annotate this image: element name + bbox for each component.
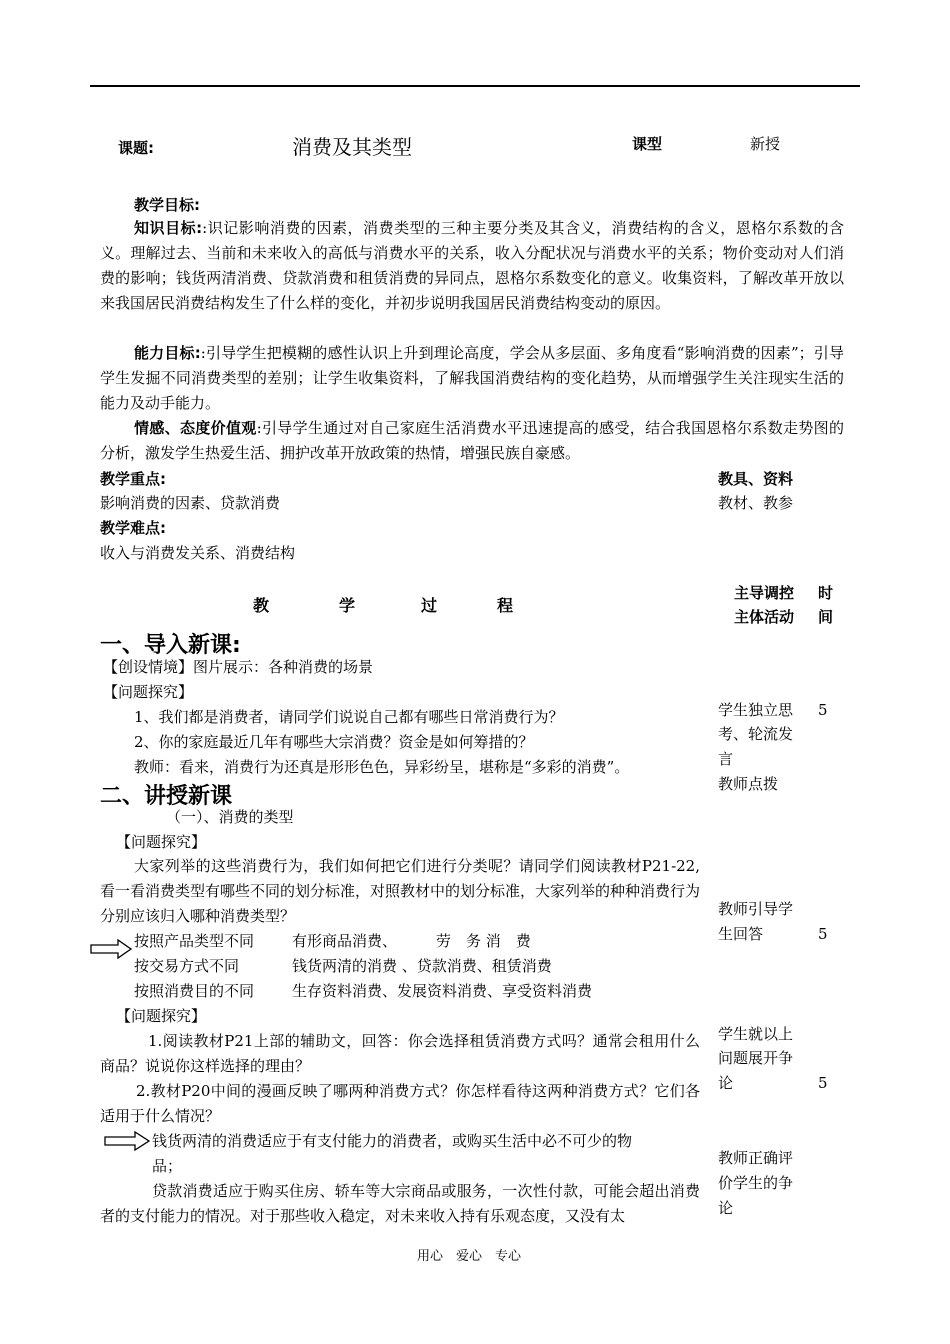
arrow-icon	[90, 939, 132, 959]
side-activity-a3: 言	[718, 750, 734, 768]
difficult-points-text: 收入与消费发关系、消费结构	[100, 544, 296, 562]
process-char-2: 学	[339, 596, 356, 615]
side-activity-c2: 问题展开争	[718, 1049, 794, 1067]
answer-1-line1: 钱货两清的消费适应于有支付能力的消费者，或购买生活中必不可少的物	[152, 1132, 633, 1150]
side-activity-b2: 生回答	[718, 925, 764, 943]
answer-1-line2: 品；	[152, 1157, 183, 1175]
classification-2-label: 按交易方式不同	[134, 957, 240, 975]
classification-3-value: 生存资料消费、发展资料消费、享受资料消费	[292, 982, 593, 1000]
question-3: 1.阅读教材P21上部的辅助文，回答：你会选择租赁消费方式吗？通常会租用什么商品？说说你这样选择的理由？	[100, 1032, 700, 1075]
question-1: 1、我们都是消费者，请同学们说说自己都有哪些日常消费行为？	[134, 708, 564, 726]
time-value-1: 5	[818, 701, 828, 719]
process-char-1: 教	[253, 596, 270, 615]
objectives-heading: 教学目标:	[134, 196, 200, 214]
classification-paragraph: 大家列举的这些消费行为，我们如何把它们进行分类呢？请同学们阅读教材P21-22,看一看消费类型有哪些不同的划分标准，对照教材中的划分标准，大家列举的种种消费行为分别应该归入哪种消费类型？	[100, 857, 701, 925]
section2-heading: 二、讲授新课	[100, 784, 233, 809]
subject-label: 课题:	[118, 139, 154, 157]
time-value-2: 5	[818, 925, 828, 943]
scene-text: 【创设情境】图片展示：各种消费的场景	[103, 658, 374, 676]
side-activity-d1: 教师正确评	[718, 1149, 794, 1167]
inquiry-label-3: 【问题探究】	[116, 1007, 207, 1025]
knowledge-text: :识记影响消费的因素，消费类型的三种主要分类及其含义，消费结构的含义，恩格尔系数的含义。理解过去、当前和未来收入的高低与消费水平的关系，收入分配状况与消费水平的关系；物价变动对人们消费的影响；钱货两清消费、贷款消费和租赁消费的异同点，恩格尔系数变化的意义。收集资料，了解改革开放以来我国居民消费结构发生了什么样的变化，并初步说明我国居民消费结构变动的原因。	[100, 219, 845, 312]
process-char-3: 过	[421, 596, 438, 615]
question-4: 2.教材P20中间的漫画反映了哪两种消费方式？你怎样看待这两种消费方式？它们各适用于什么情况？	[100, 1082, 700, 1125]
classification-1-value: 有形商品消费、	[292, 932, 398, 950]
difficult-points-label: 教学难点:	[100, 519, 166, 537]
time-column-line1: 时	[818, 584, 834, 602]
time-column-line2: 间	[818, 608, 834, 626]
classification-1-label: 按照产品类型不同	[134, 932, 255, 950]
classification-1-value2: 劳 务 消 费	[436, 932, 531, 950]
inquiry-label-2: 【问题探究】	[116, 833, 207, 851]
arrow-icon	[104, 1131, 150, 1151]
classification-2-value: 钱货两清的消费 、贷款消费、租赁消费	[292, 957, 552, 975]
knowledge-label: 知识目标:	[134, 219, 203, 237]
ability-objective	[100, 341, 844, 416]
process-char-4: 程	[497, 596, 514, 615]
emotion-objective	[100, 416, 844, 466]
time-value-3: 5	[818, 1074, 828, 1092]
classification-3-label: 按照消费目的不同	[134, 982, 255, 1000]
question-2: 2、你的家庭最近几年有哪些大宗消费？资金是如何筹措的？	[134, 733, 534, 751]
lesson-type-value: 新授	[750, 135, 781, 153]
knowledge-objective	[100, 216, 844, 316]
emotion-label: 情感、态度价值观	[134, 419, 257, 437]
side-activity-a1: 学生独立思	[718, 701, 794, 719]
subsection-1: （一）、消费的类型	[166, 808, 294, 826]
section1-heading: 一、导入新课:	[100, 633, 241, 658]
teacher-remark: 教师：看来，消费行为还真是形形色色，异彩纷呈，堪称是“多彩的消费”。	[134, 758, 630, 776]
answer-2: 贷款消费适应于购买住房、轿车等大宗商品或服务，一次性付款，可能会超出消费者的支付能力的情况。对于那些收入稳定，对未来收入持有乐观态度，又没有太	[100, 1182, 700, 1225]
tools-text: 教材、教参	[718, 494, 794, 512]
lesson-type-label: 课型	[632, 135, 663, 153]
emotion-text: :引导学生通过对自己家庭生活消费水平迅速提高的感受，结合我国恩格尔系数走势图的分析，激发学生热爱生活、拥护改革开放政策的热情，增强民族自豪感。	[100, 419, 844, 462]
side-activity-a4: 教师点拨	[718, 775, 779, 793]
key-points-text: 影响消费的因素、贷款消费	[100, 494, 281, 512]
key-points-label: 教学重点:	[100, 470, 166, 488]
side-activity-b1: 教师引导学	[718, 900, 794, 918]
side-activity-a2: 考、轮流发	[718, 725, 794, 743]
inquiry-label-1: 【问题探究】	[103, 683, 194, 701]
header-rule	[90, 85, 860, 87]
side-activity-c1: 学生就以上	[718, 1025, 794, 1043]
ability-label: 能力目标:	[134, 344, 201, 362]
ability-text: :引导学生把模糊的感性认识上升到理论高度，学会从多层面、多角度看“影响消费的因素”；引导学生发掘不同消费类型的差别；让学生收集资料，了解我国消费结构的变化趋势，从而增强学生关注现实生活的能力及动手能力。	[100, 344, 844, 412]
side-activity-d2: 价学生的争	[718, 1174, 794, 1192]
side-activity-d3: 论	[718, 1199, 734, 1217]
page-footer: 用心 爱心 专心	[417, 1249, 522, 1264]
guide-column-line1: 主导调控	[734, 584, 795, 602]
guide-column-line2: 主体活动	[734, 608, 795, 626]
tools-label: 教具、资料	[718, 470, 794, 488]
page-title: 消费及其类型	[292, 135, 412, 159]
side-activity-c3: 论	[718, 1074, 734, 1092]
